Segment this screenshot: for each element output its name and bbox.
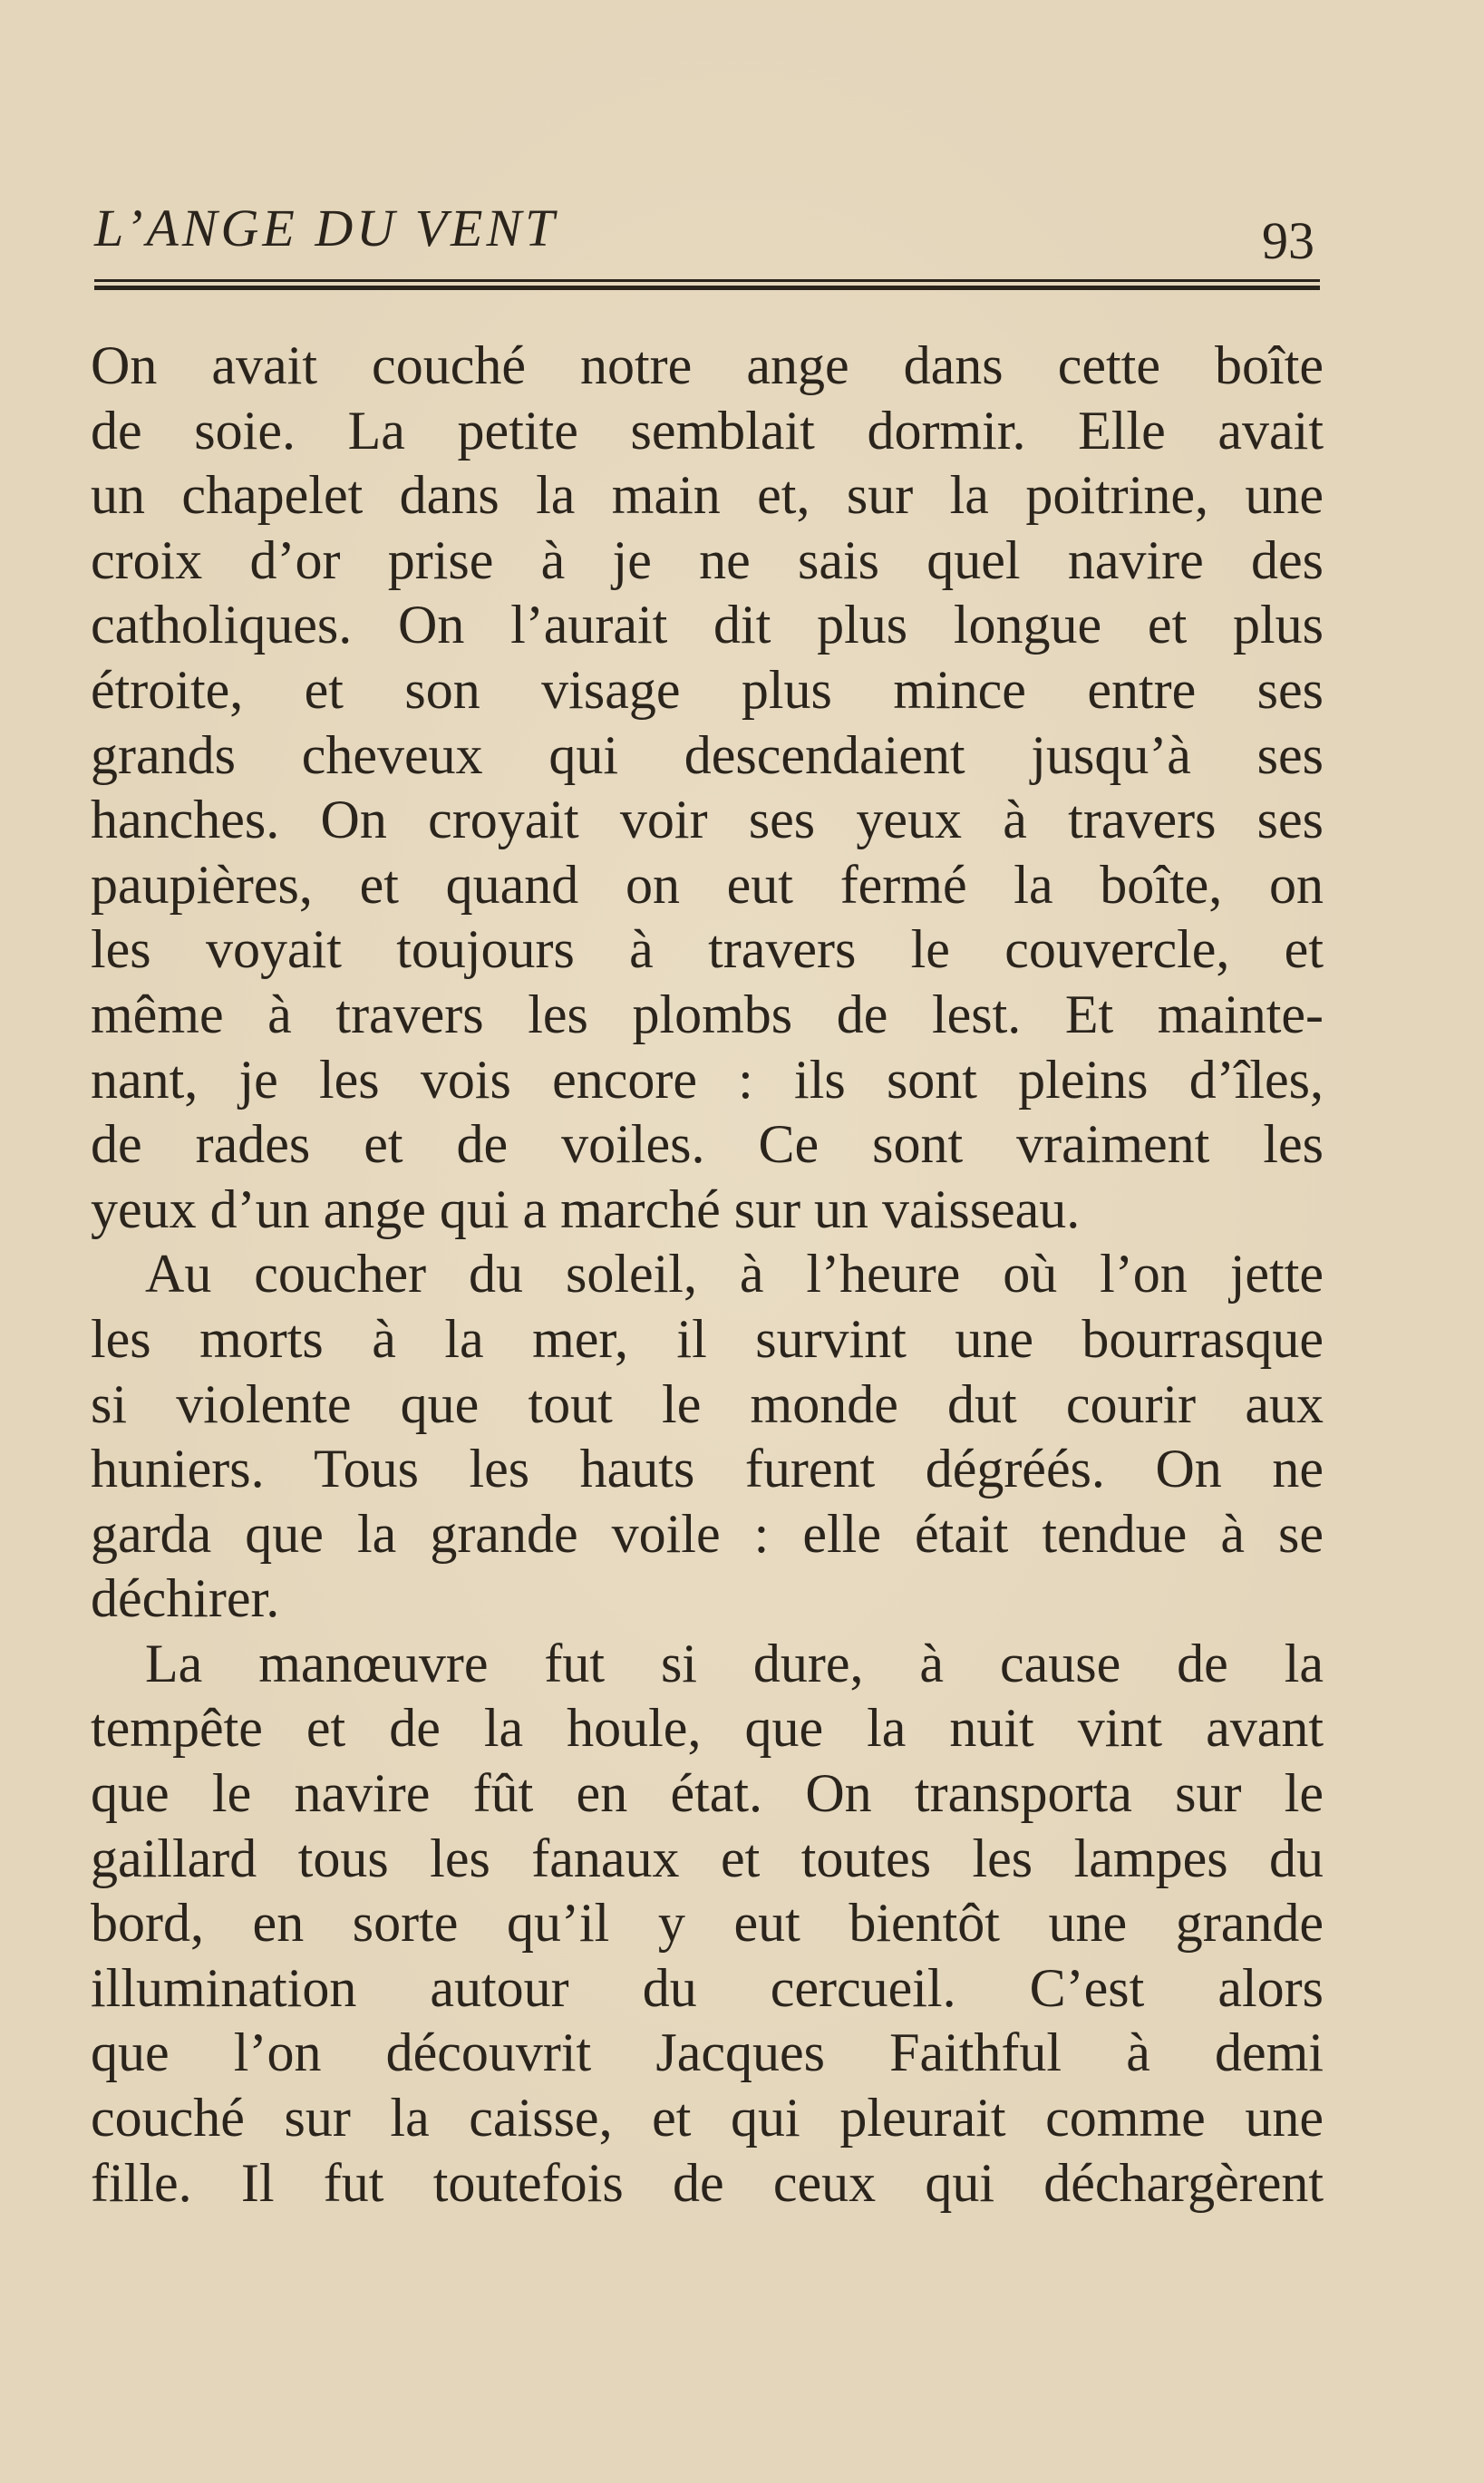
text-line: Au coucher du soleil, à l’heure où l’on jette	[145, 1244, 1324, 1305]
text-line: fille. Il fut toutefois de ceux qui déchargèrent	[91, 2152, 1324, 2213]
text-line: de rades et de voiles. Ce sont vraiment les	[91, 1114, 1324, 1175]
header-rule-thin	[94, 279, 1320, 282]
text-line: croix d’or prise à je ne sais quel navire des	[91, 529, 1324, 590]
text-line: les morts à la mer, il survint une bourrasque	[91, 1308, 1324, 1369]
text-line: yeux d’un ange qui a marché sur un vaisseau.	[91, 1178, 1081, 1239]
text-line: que le navire fût en état. On transporta sur le	[91, 1763, 1324, 1824]
text-line: La manœuvre fut si dure, à cause de la	[145, 1633, 1324, 1693]
text-line: couché sur la caisse, et qui pleurait comme une	[91, 2088, 1324, 2148]
text-line: On avait couché notre ange dans cette boîte	[91, 335, 1324, 395]
text-line: paupières, et quand on eut fermé la boîte, on	[91, 854, 1324, 915]
text-line: même à travers les plombs de lest. Et mainte-	[91, 984, 1324, 1044]
page-number: 93	[1262, 211, 1314, 270]
text-line: les voyait toujours à travers le couvercle, et	[91, 919, 1324, 980]
header-double-rule	[94, 279, 1320, 292]
text-line: de soie. La petite semblait dormir. Elle avait	[91, 400, 1324, 461]
text-line: nant, je les vois encore : ils sont pleins d’îles,	[91, 1049, 1324, 1110]
running-head	[94, 192, 1320, 270]
text-line: grands cheveux qui descendaient jusqu’à ses	[91, 724, 1324, 785]
text-line: tempête et de la houle, que la nuit vint avant	[91, 1698, 1324, 1759]
text-line: illumination autour du cercueil. C’est alors	[91, 1957, 1324, 2018]
text-line: étroite, et son visage plus mince entre ses	[91, 659, 1324, 720]
text-line: gaillard tous les fanaux et toutes les lampes du	[91, 1828, 1324, 1888]
text-line: hanches. On croyait voir ses yeux à travers ses	[91, 790, 1324, 850]
text-line: déchirer.	[91, 1568, 280, 1629]
text-line: bord, en sorte qu’il y eut bientôt une grande	[91, 1893, 1324, 1954]
body-text	[91, 334, 1324, 2216]
text-line: garda que la grande voile : elle était tendue à se	[91, 1503, 1324, 1564]
running-title: L’ANGE DU VENT	[94, 199, 558, 257]
text-line: un chapelet dans la main et, sur la poitrine, une	[91, 465, 1324, 526]
text-line: catholiques. On l’aurait dit plus longue et plus	[91, 595, 1324, 655]
text-line: huniers. Tous les hauts furent dégréés. On ne	[91, 1439, 1324, 1499]
text-line: si violente que tout le monde dut courir aux	[91, 1373, 1324, 1434]
header-rule-thick	[94, 286, 1320, 290]
text-line: que l’on découvrit Jacques Faithful à demi	[91, 2022, 1324, 2083]
